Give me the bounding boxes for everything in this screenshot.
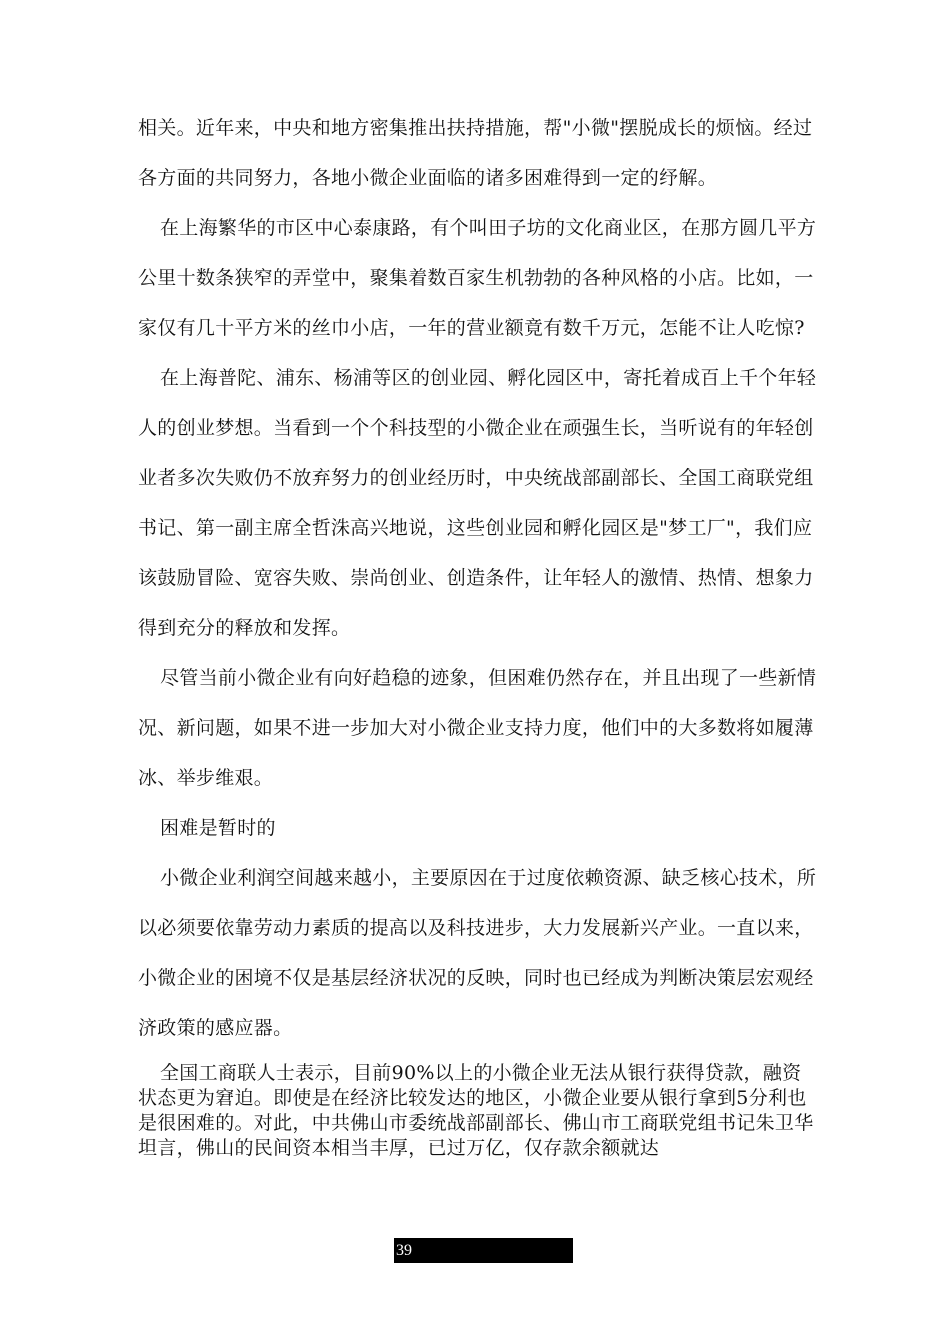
paragraph-1: 相关。近年来，中央和地方密集推出扶持措施，帮"小微"摆脱成长的烦恼。经过各方面的共同努力，各地小微企业面临的诸多困难得到一定的纾解。 bbox=[138, 117, 813, 189]
paragraph-5: 小微企业利润空间越来越小，主要原因在于过度依赖资源、缺乏核心技术，所以必须要依靠劳动力素质的提高以及科技进步，大力发展新兴产业。一直以来，小微企业的困境不仅是基层经济状况的反映，同时也已经成为判断决策层宏观经济政策的感应器。 bbox=[138, 867, 817, 1039]
section-heading: 困难是暂时的 bbox=[160, 817, 276, 839]
paragraph-gap bbox=[138, 1053, 818, 1061]
page-number: 39 bbox=[394, 1238, 573, 1263]
paragraph-2: 在上海繁华的市区中心泰康路，有个叫田子坊的文化商业区，在那方圆几平方公里十数条狭窄的弄堂中，聚集着数百家生机勃勃的各种风格的小店。比如，一家仅有几十平方米的丝巾小店，一年的营业额竟有数千万元，怎能不让人吃惊? bbox=[138, 217, 817, 339]
paragraph-6: 全国工商联人士表示，目前90%以上的小微企业无法从银行获得贷款，融资状态更为窘迫。即使是在经济比较发达的地区，小微企业要从银行拿到5分利也是很困难的。对此，中共佛山市委统战部副部长、佛山市工商联党组书记朱卫华坦言，佛山的民间资本相当丰厚，已过万亿，仅存款余额就达 bbox=[138, 1062, 814, 1159]
paragraph-4: 尽管当前小微企业有向好趋稳的迹象，但困难仍然存在，并且出现了一些新情况、新问题，如果不进一步加大对小微企业支持力度，他们中的大多数将如履薄冰、举步维艰。 bbox=[138, 667, 817, 789]
document-body bbox=[138, 103, 818, 1161]
paragraph-3: 在上海普陀、浦东、杨浦等区的创业园、孵化园区中，寄托着成百上千个年轻人的创业梦想。当看到一个个科技型的小微企业在顽强生长，当听说有的年轻创业者多次失败仍不放弃努力的创业经历时，中央统战部副部长、全国工商联党组书记、第一副主席全哲洙高兴地说，这些创业园和孵化园区是"梦工厂"，我们应该鼓励冒险、宽容失败、崇尚创业、创造条件，让年轻人的激情、热情、想象力得到充分的释放和发挥。 bbox=[138, 367, 817, 639]
